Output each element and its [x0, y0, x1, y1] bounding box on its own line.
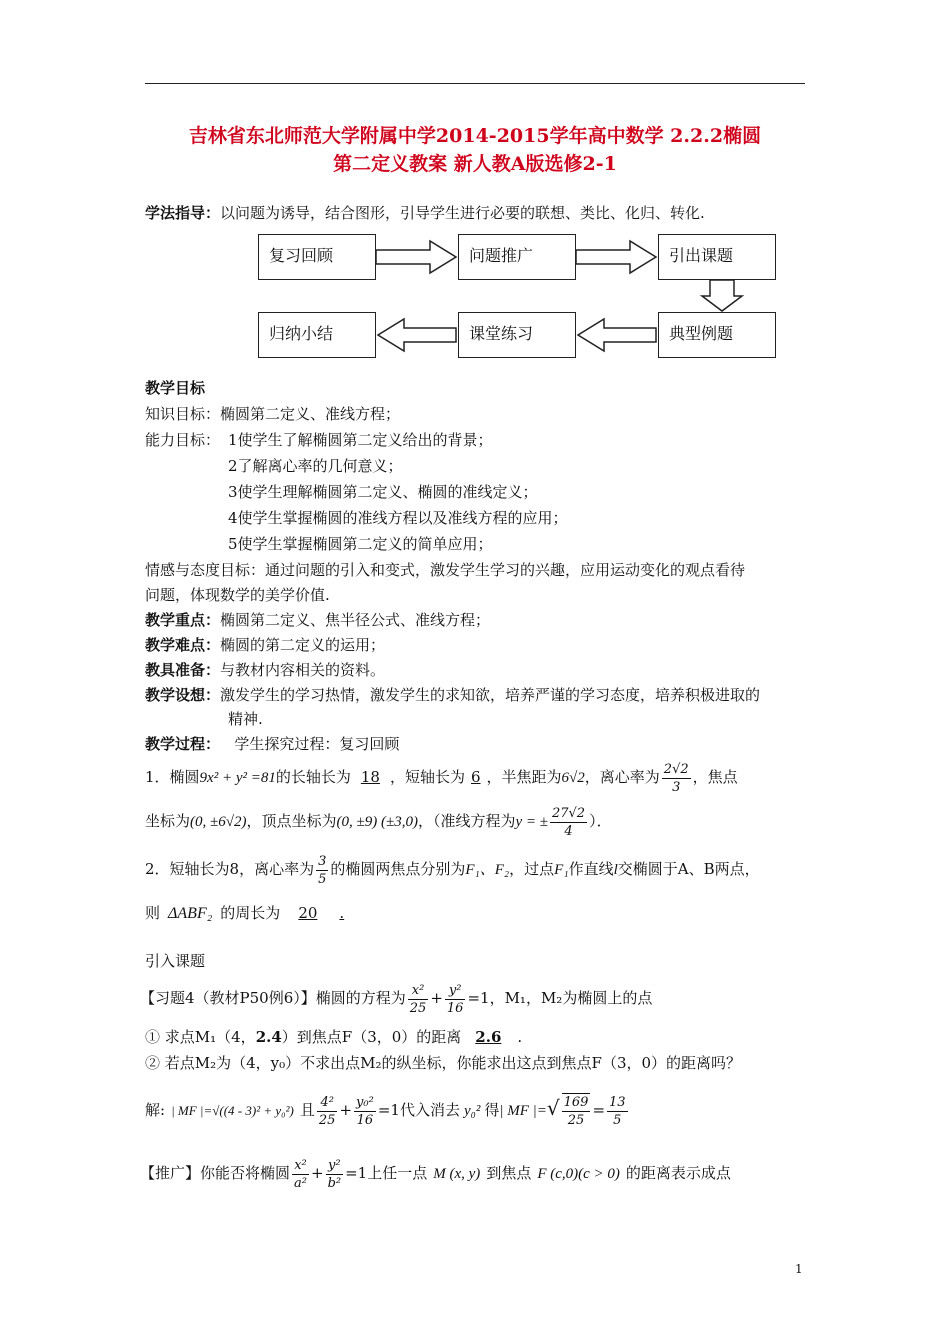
solution-line: 解: | MF |=√((4 - 3)² + y₀²) 且 $\frac{\text{4²}}{25}$ + $\frac{\text{y₀²}}{16}$ =1代入消去 y₀² 得| MF |=√ $\frac{169}{25}$ = $\frac{13}{5}$ — [145, 1094, 626, 1128]
ex-plus: + — [430, 989, 443, 1007]
q2-text: . — [339, 904, 345, 922]
ex-text: ，M₁，M₂为椭圆上的点 — [489, 989, 653, 1007]
exercise-answer: 2.6 — [475, 1028, 502, 1046]
q1-text: 的长轴长为 — [275, 768, 351, 786]
gen-focus: F (c,0)(c > 0) — [537, 1166, 620, 1182]
exercise-item-1: ① 求点M₁（4，2.4）到焦点F（3，0）的距离 2.6 . — [145, 1028, 523, 1046]
solution-result: $\frac{13}{5}$ — [609, 1094, 626, 1128]
ex-text: 【习题4（教材P50例6）】椭圆的方程为 — [140, 989, 406, 1007]
ex-frac-y: $\frac{\text{y²}}{16}$ — [446, 982, 464, 1016]
title-line-2: 第二定义教案 新人教A版选修2-1 — [333, 153, 617, 175]
q1-equation: 9x² + y² =81 — [199, 770, 276, 786]
flow-box-generalize: 问题推广 — [458, 234, 576, 280]
key-text: 椭圆第二定义、焦半径公式、准线方程； — [220, 611, 491, 629]
arrow-left-2 — [378, 319, 456, 351]
solution-label: 解: — [145, 1101, 166, 1119]
q2-text: 交椭圆于A、B两点， — [617, 860, 760, 878]
q1-half-focal: 6√2 — [561, 770, 585, 786]
arrow-right-1 — [376, 241, 456, 273]
q1-text: ，短轴长为 — [389, 768, 465, 786]
flow-box-topic: 引出课题 — [658, 234, 776, 280]
question-2-line-2 — [145, 896, 344, 931]
solution-distance-formula: | MF |=√((4 - 3)² + y₀²) — [171, 1103, 294, 1118]
flow-box-summary: 归纳小结 — [258, 312, 376, 358]
q1-text: ，焦点 — [692, 768, 738, 786]
q1-text: ，顶点坐标为 — [246, 812, 337, 830]
ex-eq: =1 — [467, 989, 490, 1007]
process-text: 学生探究过程：复习回顾 — [234, 735, 400, 753]
q1-text: ，（准线方程为 — [417, 812, 516, 830]
tools-label: 教具准备： — [145, 661, 221, 679]
gen-point: M (x, y) — [433, 1166, 481, 1182]
objective-knowledge: 知识目标：椭圆第二定义、准线方程； — [145, 405, 401, 423]
q1-major-axis: 18 — [360, 768, 380, 786]
ability-item: 2了解离心率的几何意义； — [228, 457, 403, 475]
key-points — [145, 609, 490, 630]
q2-line-l: l — [613, 862, 618, 878]
ability-item: 1使学生了解椭圆第二定义给出的背景； — [228, 431, 493, 449]
q1-text: 坐标为 — [145, 812, 191, 830]
design-label: 教学设想： — [145, 686, 221, 704]
q2-text: 作直线 — [568, 860, 614, 878]
process-label: 教学过程： — [145, 735, 221, 753]
q2-text: ，过点 — [509, 860, 555, 878]
q1-directrix: y = ± — [515, 814, 548, 830]
arrow-down — [702, 280, 742, 311]
guide-text: 以问题为诱导，结合图形，引导学生进行必要的联想、类比、化归、转化. — [220, 204, 705, 222]
intro-topic: 引入课题 — [145, 952, 206, 970]
teaching-design — [145, 684, 760, 705]
page-number: 1 — [795, 1262, 803, 1276]
q1-text: ）． — [589, 812, 612, 830]
ability-item: 4使学生掌握椭圆的准线方程以及准线方程的应用； — [228, 509, 568, 527]
q1-eccentricity: $\frac{2√2}{3}$ — [663, 761, 689, 795]
sqrt-icon: √ — [546, 1096, 560, 1120]
difficulty-label: 教学难点： — [145, 636, 221, 654]
exercise-item-2: ② 若点M₂为（4，y₀）不求出点M₂的纵坐标，你能求出这点到焦点F（3，0）的距离吗？ — [145, 1054, 742, 1072]
q2-text: 的周长为 — [220, 904, 281, 922]
teaching-tools — [145, 659, 385, 680]
q1-focus-coords: (0, ±6√2) — [190, 814, 247, 830]
q2-triangle: ΔABF₂ — [168, 905, 213, 922]
q1-directrix-frac: $\frac{27√2}{4}$ — [551, 805, 586, 839]
objective-emotion-1: 情感与态度目标：通过问题的引入和变式，激发学生学习的兴趣，应用运动变化的观点看待 — [145, 561, 746, 579]
objective-ability-label: 能力目标： — [145, 431, 221, 449]
arrow-left-1 — [578, 319, 656, 351]
q2-text: 2．短轴长为8，离心率为 — [145, 860, 315, 878]
q1-minor-axis: 6 — [470, 768, 481, 786]
q2-foci: F₁、F₂ — [465, 862, 510, 878]
question-1-line-1 — [145, 760, 738, 796]
flow-box-practice: 课堂练习 — [458, 312, 576, 358]
q2-eccentricity: $\frac{3}{5}$ — [318, 853, 327, 887]
flow-box-review: 复习回顾 — [258, 234, 376, 280]
difficult-points — [145, 634, 385, 655]
exercise-line — [140, 978, 652, 1018]
generalization-line: 【推广】你能否将椭圆 $\frac{\text{x²}}{\text{a²}}$ + $\frac{\text{y²}}{\text{b²}}$ =1上任一点 M (x, y) 到焦点 F (c,0)(c > 0) 的距离表示成点 — [140, 1157, 731, 1191]
objectives-heading: 教学目标 — [145, 379, 206, 397]
q2-f1: F₁ — [554, 862, 569, 878]
ability-item: 3使学生理解椭圆第二定义、椭圆的准线定义； — [228, 483, 538, 501]
q1-text: ，半焦距为 — [486, 768, 562, 786]
flow-arrows — [0, 0, 950, 400]
q1-text: ，离心率为 — [584, 768, 660, 786]
difficulty-text: 椭圆的第二定义的运用； — [220, 636, 386, 654]
teaching-process — [145, 733, 399, 754]
design-text-1: 激发学生的学习热情，激发学生的求知欲，培养严谨的学习态度，培养积极进取的 — [220, 686, 761, 704]
design-text-2: 精神. — [228, 710, 263, 728]
ex-frac-x: $\frac{\text{x²}}{25}$ — [409, 982, 427, 1016]
q1-text: 1．椭圆 — [145, 768, 200, 786]
q2-perimeter: 20 — [298, 904, 318, 922]
question-1-line-2 — [145, 804, 612, 840]
q1-vertex-coords: (0, ±9) (±3,0) — [336, 814, 418, 830]
guide-label: 学法指导： — [145, 204, 221, 222]
q2-text: 则 — [145, 904, 161, 922]
question-2-line-1 — [145, 852, 760, 888]
ability-item: 5使学生掌握椭圆第二定义的简单应用； — [228, 535, 493, 553]
q2-text: 的椭圆两焦点分别为 — [330, 860, 466, 878]
objective-emotion-2: 问题，体现数学的美学价值. — [145, 586, 330, 604]
tools-text: 与教材内容相关的资料。 — [220, 661, 386, 679]
flow-box-examples: 典型例题 — [658, 312, 776, 358]
arrow-right-2 — [576, 241, 656, 273]
key-label: 教学重点： — [145, 611, 221, 629]
title-line-1: 吉林省东北师范大学附属中学2014-2015学年高中数学 2.2.2椭圆 — [188, 125, 762, 147]
